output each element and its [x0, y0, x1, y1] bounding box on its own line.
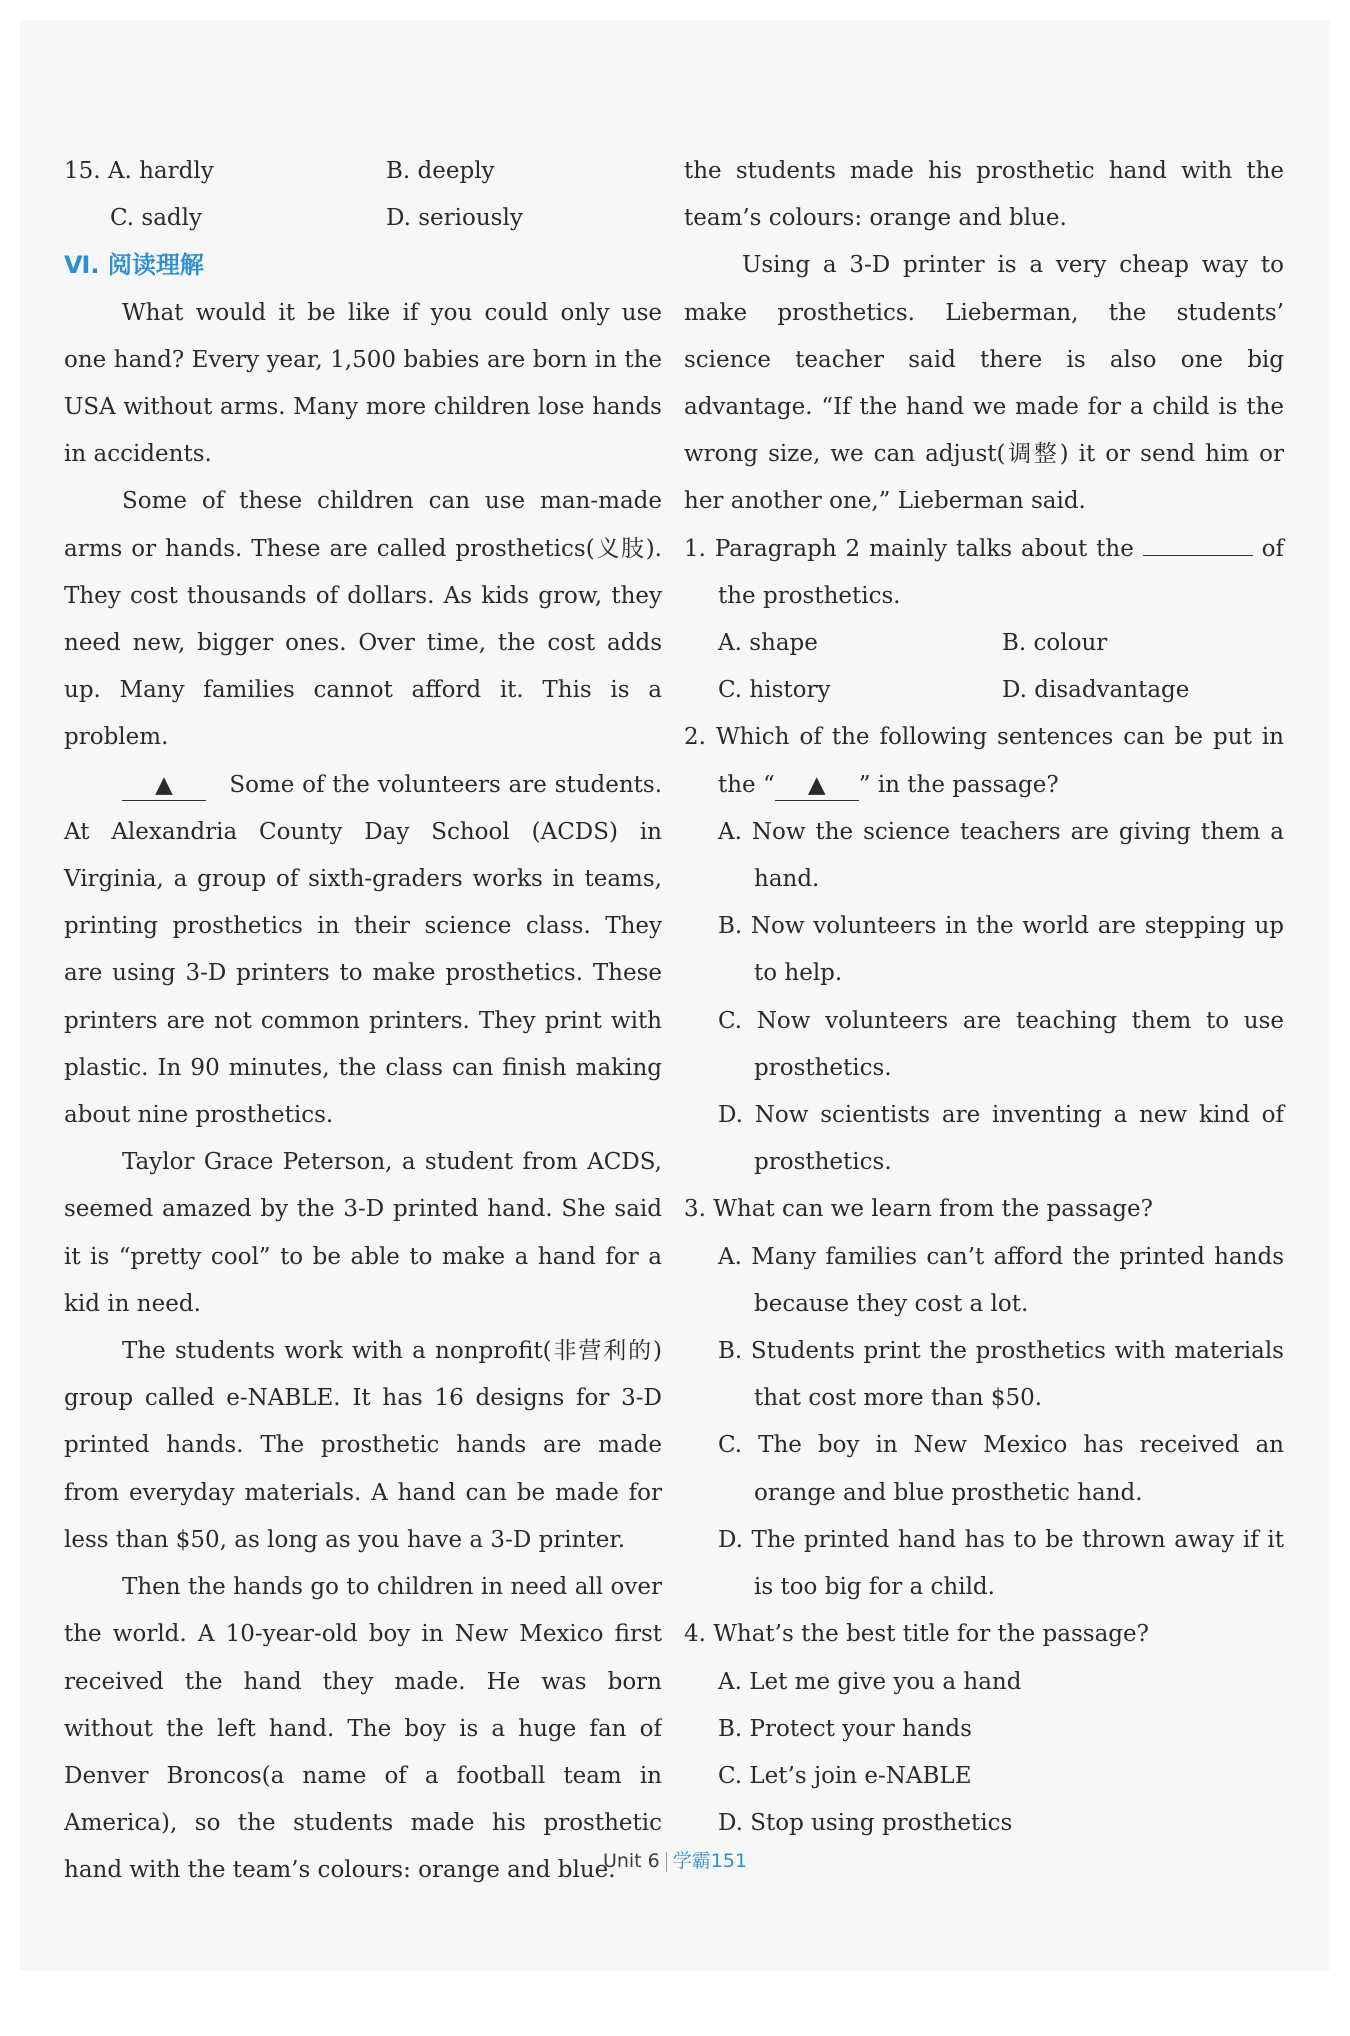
question-2-stem-end: ” in the passage? [858, 771, 1059, 798]
q15-option-a [64, 148, 386, 195]
left-column [64, 148, 662, 2036]
q15-option-c: C. sadly [110, 205, 202, 232]
question-2-blank-marker: ▲ [775, 770, 859, 801]
question-2 [684, 714, 1284, 808]
passage-paragraph-6: Then the hands go to children in need all over the world. A 10-year-old boy in New Mexico first received the hand they made. He was born without the left hand. The boy is a huge fan of Denver Broncos(a name of a football team in America), so the students made his prosthetic hand with the team’s colours: orange and blue. [64, 1574, 662, 1884]
question-1-row-2 [684, 667, 1284, 714]
footer-divider [666, 1852, 667, 1872]
question-1-option-b: B. colour [1002, 630, 1108, 657]
q15-option-a-text: A. hardly [107, 158, 214, 184]
question-2-option-c: C. Now volunteers are teaching them to use prosthetics. [718, 1007, 1284, 1081]
question-2-option-d: D. Now scientists are inventing a new kind of prosthetics. [718, 1102, 1284, 1176]
passage-paragraph-1: What would it be like if you could only use one hand? Every year, 1,500 babies are born in the USA without arms. Many more children lose hands in accidents. [64, 299, 662, 468]
question-3-option-d: D. The printed hand has to be thrown away if it is too big for a child. [718, 1526, 1284, 1601]
question-1-option-a: A. shape [718, 630, 818, 657]
right-column [684, 148, 1284, 1847]
q15-option-d: D. seriously [386, 205, 523, 232]
question-2-stem: 2. Which of the following sentences can be put in the “ [684, 724, 1284, 798]
question-4-option-c: C. Let’s join e-NABLE [718, 1762, 972, 1789]
footer-unit: Unit 6 [602, 1850, 660, 1872]
question-4-option-d: D. Stop using prosthetics [718, 1810, 1013, 1837]
passage-paragraph-5: The students work with a nonprofit(非营利的) group called e-NABLE. It has 16 designs for 3-D printed hands. The prosthetic hands are made from everyday materials. A hand can be made for less than $50, as long as you have a 3-D printer. [64, 1338, 662, 1553]
q15-row-2 [64, 195, 662, 242]
passage-paragraph-2: Some of these children can use man-made arms or hands. These are called prosthetics(义肢). They cost thousands of dollars. As kids grow, they need new, bigger ones. Over time, the cost adds up. Many families cannot afford it. This is a problem. [64, 488, 662, 751]
footer-page-number: 151 [710, 1850, 748, 1872]
question-1-stem-end: of the prosthetics. [718, 535, 1284, 609]
q15-option-b: B. deeply [386, 158, 495, 184]
question-1-blank [1143, 531, 1253, 556]
question-2-option-a: A. Now the science teachers are giving them a hand. [718, 818, 1284, 893]
question-1-option-c: C. history [718, 677, 831, 704]
question-3-option-c: C. The boy in New Mexico has received an orange and blue prosthetic hand. [718, 1432, 1284, 1506]
question-3-option-b: B. Students print the prosthetics with materials that cost more than $50. [718, 1338, 1284, 1412]
page-footer [20, 1846, 1330, 1873]
passage-paragraph-3 [64, 762, 662, 1140]
question-3-option-a: A. Many families can’t afford the printed hands because they cost a lot. [718, 1243, 1284, 1317]
passage-paragraph-6-continued: the students made his prosthetic hand with the team’s colours: orange and blue. [684, 158, 1284, 232]
question-1 [684, 526, 1284, 620]
question-4-option-b: B. Protect your hands [718, 1715, 972, 1742]
passage-paragraph-7: Using a 3-D printer is a very cheap way to make prosthetics. Lieberman, the students’ science teacher said there is also one big advantage. “If the hand we made for a child is the wrong size, we can adjust(调整) it or send him or her another one,” Lieberman said. [684, 252, 1284, 515]
passage-paragraph-3-text: Some of the volunteers are students. At Alexandria County Day School (ACDS) in Virginia, a group of sixth-graders works in teams, printing prosthetics in their science class. They are using 3-D printers to make prosthetics. These printers are not common printers. They print with plastic. In 90 minutes, the class can finish making about nine prosthetics. [64, 771, 663, 1129]
question-1-row-1 [684, 620, 1284, 667]
question-4-option-a: A. Let me give you a hand [718, 1668, 1022, 1695]
q15-number: 15. [64, 158, 101, 184]
question-1-option-d: D. disadvantage [1002, 677, 1190, 704]
workbook-page [20, 20, 1330, 1970]
question-3: 3. What can we learn from the passage? [684, 1196, 1153, 1223]
q15-row-1 [64, 148, 662, 195]
passage-blank-marker: ▲ [122, 770, 206, 801]
question-2-option-b: B. Now volunteers in the world are stepping up to help. [718, 913, 1284, 987]
section-title: Ⅵ. 阅读理解 [64, 251, 204, 280]
question-4: 4. What’s the best title for the passage? [684, 1621, 1149, 1648]
passage-paragraph-4: Taylor Grace Peterson, a student from ACDS, seemed amazed by the 3-D printed hand. She said it is “pretty cool” to be able to make a hand for a kid in need. [64, 1149, 662, 1317]
question-1-stem: 1. Paragraph 2 mainly talks about the [684, 535, 1134, 562]
footer-brand: 学霸 [672, 1850, 711, 1872]
